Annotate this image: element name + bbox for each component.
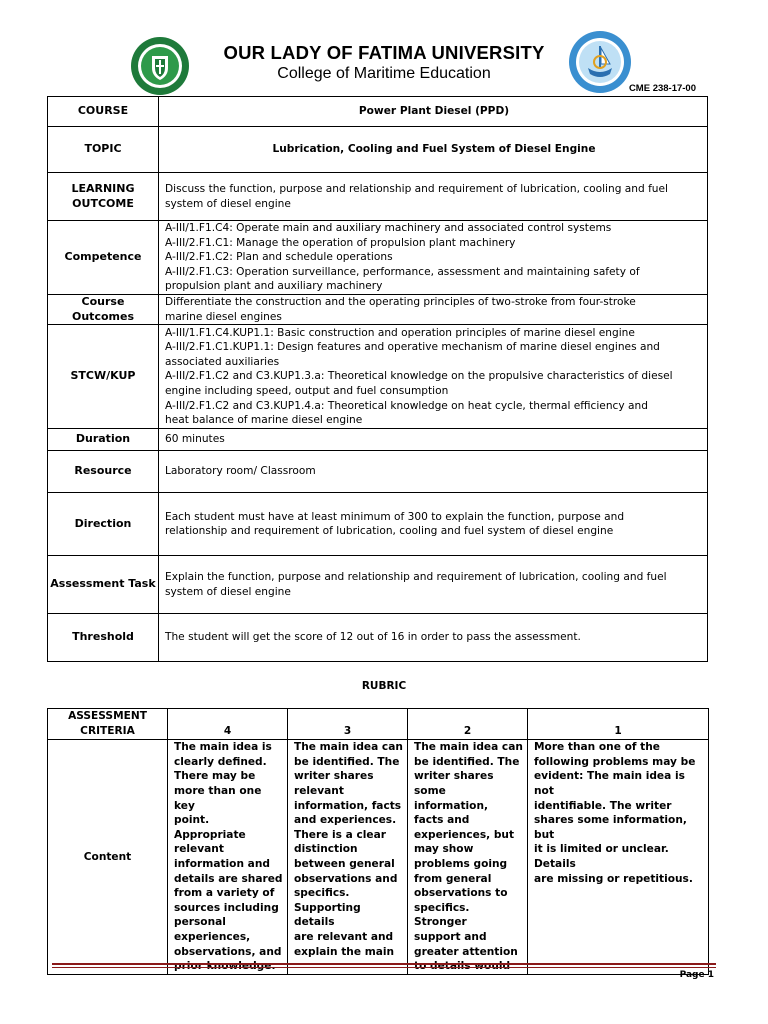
maritime-seal-icon bbox=[568, 30, 632, 94]
rubric-header-row bbox=[48, 709, 709, 740]
direction-label: Direction bbox=[48, 493, 159, 556]
direction-row bbox=[48, 493, 708, 556]
university-seal-icon bbox=[130, 36, 190, 96]
rubric-cell-score-2: The main idea can be identified. The writer shares some information, facts and experiences, but may show problems going from general observations to specifics. Stronger support and greater attention bbox=[408, 740, 528, 975]
criteria-header: ASSESSMENT CRITERIA bbox=[48, 709, 168, 740]
course-outcomes-label: Course Outcomes bbox=[48, 295, 159, 325]
content-criteria-label: Content bbox=[48, 740, 168, 975]
stcw-kup-row bbox=[48, 325, 708, 429]
competence-row bbox=[48, 221, 708, 295]
score-header: 2 bbox=[408, 709, 528, 740]
topic-value: Lubrication, Cooling and Fuel System of Diesel Engine bbox=[159, 127, 708, 173]
course-outcomes-value: Differentiate the construction and the operating principles of two-stroke from four-stroke marine diesel engines bbox=[159, 295, 708, 325]
footer-divider bbox=[52, 963, 716, 965]
score-header: 1 bbox=[528, 709, 709, 740]
university-name: OUR LADY OF FATIMA UNIVERSITY bbox=[223, 42, 545, 63]
rubric-title: RUBRIC bbox=[361, 680, 407, 692]
course-value: Power Plant Diesel (PPD) bbox=[159, 97, 708, 127]
course-label: COURSE bbox=[48, 97, 159, 127]
learning-outcome-row bbox=[48, 173, 708, 221]
assessment-task-label: Assessment Task bbox=[48, 556, 159, 614]
topic-row bbox=[48, 127, 708, 173]
duration-row bbox=[48, 429, 708, 451]
course-outcomes-row bbox=[48, 295, 708, 325]
resource-row bbox=[48, 451, 708, 493]
rubric-table bbox=[47, 708, 709, 975]
threshold-row bbox=[48, 614, 708, 662]
course-row bbox=[48, 97, 708, 127]
stcw-kup-label: STCW/KUP bbox=[48, 325, 159, 429]
college-name: College of Maritime Education bbox=[277, 65, 491, 82]
competence-label: Competence bbox=[48, 221, 159, 295]
duration-value: 60 minutes bbox=[159, 429, 708, 451]
page-number: Page 1 bbox=[679, 970, 714, 980]
learning-outcome-label: LEARNING OUTCOME bbox=[48, 173, 159, 221]
threshold-label: Threshold bbox=[48, 614, 159, 662]
learning-outcome-value: Discuss the function, purpose and relationship and requirement of lubrication, cooling and fuel system of diesel engine bbox=[159, 173, 708, 221]
competence-value: A-III/1.F1.C4: Operate main and auxiliary machinery and associated control systems A-III/2.F1.C1: Manage the operation of propulsion plant machinery A-III/2.F1.C2: Plan and schedule operations A-III/2.F1.C3: Operation surveillance, performance, assessment and maintaining safety of propulsion plant and auxiliary machinery bbox=[159, 221, 708, 295]
content-row bbox=[48, 740, 709, 975]
footer-divider bbox=[52, 967, 716, 968]
resource-label: Resource bbox=[48, 451, 159, 493]
score-header: 3 bbox=[288, 709, 408, 740]
direction-value: Each student must have at least minimum of 300 to explain the function, purpose and relationship and requirement of lubrication, cooling and fuel system of diesel engine bbox=[159, 493, 708, 556]
resource-value: Laboratory room/ Classroom bbox=[159, 451, 708, 493]
assessment-task-value: Explain the function, purpose and relationship and requirement of lubrication, cooling and fuel system of diesel engine bbox=[159, 556, 708, 614]
rubric-cell-score-4: The main idea is clearly defined. There may be more than one key point. Appropriate relevant information and details are shared from a variety of sources including personal experiences, observations, and bbox=[168, 740, 288, 975]
document-header bbox=[0, 30, 768, 90]
threshold-value: The student will get the score of 12 out of 16 in order to pass the assessment. bbox=[159, 614, 708, 662]
score-header: 4 bbox=[168, 709, 288, 740]
rubric-cell-score-3: The main idea can be identified. The writer shares relevant information, facts and experiences. There is a clear distinction between general observations and specifics. Supporting details are relevant and explain the main bbox=[288, 740, 408, 975]
duration-label: Duration bbox=[48, 429, 159, 451]
assessment-task-row bbox=[48, 556, 708, 614]
stcw-kup-value: A-III/1.F1.C4.KUP1.1: Basic construction and operation principles of marine diesel engine A-III/2.F1.C1.KUP1.1: Design features and operative mechanism of marine diesel engines and associated auxiliaries A-III/2.F1.C2 and C3.KUP1.3.a: Theoretical knowledge on the propulsive characteristics of diesel engine including speed, output and fuel consumption A-III/2.F1.C2 and C3.KUP1.4.a: Theoretical knowledge on heat cycle, thermal efficiency and heat balance of marine diesel engine bbox=[159, 325, 708, 429]
document-code: CME 238-17-00 bbox=[628, 83, 696, 94]
course-info-table bbox=[47, 96, 708, 662]
rubric-cell-score-1: More than one of the following problems may be evident: The main idea is not identifiable. The writer shares some information, but it is limited or unclear. Details are missing or repetitious. bbox=[528, 740, 709, 975]
topic-label: TOPIC bbox=[48, 127, 159, 173]
